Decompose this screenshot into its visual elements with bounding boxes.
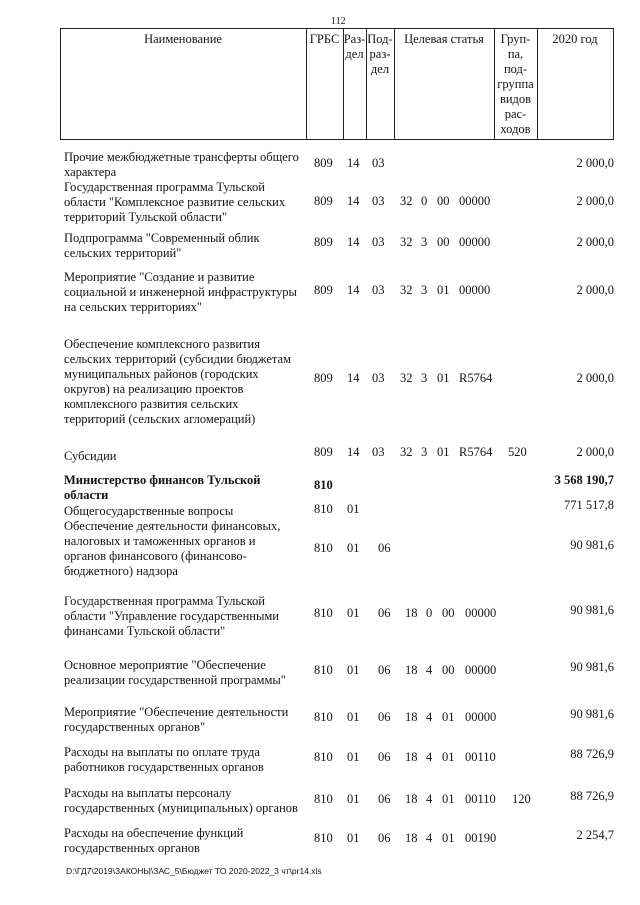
row-target-event: 00	[442, 606, 455, 620]
row-name	[64, 594, 309, 639]
row-target-subprogram: 0	[426, 606, 433, 620]
row-podrazdel: 06	[378, 750, 391, 764]
row-grbs: 809	[314, 194, 333, 208]
row-amount: 90 981,6	[570, 707, 614, 721]
row-name-line: государственных органов	[64, 841, 200, 855]
row-name-line: Подпрограмма "Современный облик	[64, 231, 260, 245]
row-grbs: 810	[314, 606, 333, 620]
row-name-line: комплексного развития сельских	[64, 397, 239, 411]
row-razdel: 01	[347, 502, 360, 516]
row-target-program: 18	[405, 792, 418, 806]
row-razdel: 01	[347, 792, 360, 806]
row-name	[64, 826, 309, 856]
row-podrazdel: 03	[372, 194, 385, 208]
row-name-line: Общегосударственные вопросы	[64, 504, 234, 518]
row-podrazdel: 06	[378, 541, 391, 555]
row-target-event: 01	[437, 445, 450, 459]
header-group-line: рас-	[504, 107, 527, 121]
row-grbs: 810	[314, 710, 333, 724]
row-razdel: 14	[347, 371, 360, 385]
row-target-direction: 00000	[465, 606, 497, 620]
row-target-direction: 00000	[465, 663, 497, 677]
row-name-line: Расходы на обеспечение функций	[64, 826, 244, 840]
row-target-event: 01	[442, 750, 455, 764]
header-podrazdel	[366, 32, 394, 77]
header-group-line: ходов	[500, 122, 531, 136]
row-target-subprogram: 3	[421, 371, 428, 385]
row-podrazdel: 03	[372, 283, 385, 297]
header-group-line: па,	[507, 47, 524, 61]
row-target-direction: 00110	[465, 750, 496, 764]
row-name-line: реализации государственной программы"	[64, 673, 286, 687]
header-top-border	[60, 28, 614, 29]
row-name	[64, 150, 309, 180]
row-grbs: 810	[314, 478, 333, 492]
row-name	[64, 745, 309, 775]
row-name-line: работников государственных органов	[64, 760, 264, 774]
row-razdel: 14	[347, 235, 360, 249]
row-razdel: 14	[347, 283, 360, 297]
row-expense-group: 520	[508, 445, 527, 459]
row-name-line: Министерство финансов Тульской	[64, 473, 261, 487]
row-name-line: государственных органов"	[64, 720, 206, 734]
row-target-program: 18	[405, 710, 418, 724]
row-name-line: финансами Тульской области"	[64, 624, 226, 638]
row-name-line: Субсидии	[64, 449, 117, 463]
row-grbs: 809	[314, 371, 333, 385]
header-name: Наименование	[144, 32, 222, 46]
row-amount: 3 568 190,7	[554, 473, 614, 487]
row-podrazdel: 06	[378, 792, 391, 806]
header-year: 2020 год	[552, 32, 598, 46]
row-target-program: 18	[405, 831, 418, 845]
row-name	[64, 449, 309, 464]
row-amount: 2 000,0	[576, 235, 614, 249]
row-name	[64, 519, 309, 579]
row-amount: 771 517,8	[564, 498, 614, 512]
row-target-subprogram: 4	[426, 663, 433, 677]
row-name-line: Государственная программа Тульской	[64, 180, 265, 194]
row-name-line: органов финансового (финансово-	[64, 549, 247, 563]
row-target-program: 18	[405, 663, 418, 677]
row-target-direction: 00000	[459, 235, 491, 249]
row-grbs: 810	[314, 663, 333, 677]
row-name	[64, 786, 309, 816]
row-podrazdel: 03	[372, 156, 385, 170]
row-name-line: сельских территорий"	[64, 246, 182, 260]
row-target-program: 32	[400, 371, 413, 385]
row-podrazdel: 06	[378, 831, 391, 845]
row-amount: 2 000,0	[576, 194, 614, 208]
row-name-line: Обеспечение комплексного развития	[64, 337, 260, 351]
row-target-direction: 00000	[465, 710, 497, 724]
row-amount: 2 000,0	[576, 283, 614, 297]
row-podrazdel: 03	[372, 445, 385, 459]
row-name	[64, 658, 309, 688]
row-razdel: 01	[347, 750, 360, 764]
row-name	[64, 473, 309, 503]
row-amount: 88 726,9	[570, 789, 614, 803]
row-target-event: 00	[437, 235, 450, 249]
row-target-subprogram: 4	[426, 710, 433, 724]
row-target-event: 01	[442, 792, 455, 806]
row-target-program: 32	[400, 445, 413, 459]
row-target-program: 32	[400, 235, 413, 249]
row-razdel: 01	[347, 831, 360, 845]
row-amount: 90 981,6	[570, 603, 614, 617]
row-amount: 2 000,0	[576, 156, 614, 170]
row-name-line: бюджетного) надзора	[64, 564, 178, 578]
row-name-line: характера	[64, 165, 117, 179]
row-name-line: Прочие межбюджетные трансферты общего	[64, 150, 299, 164]
header-razdel-line: Раз-	[343, 32, 366, 46]
row-name-line: территорий Тульской области"	[64, 210, 228, 224]
row-name-line: округов) на реализацию проектов	[64, 382, 244, 396]
header-bottom-border	[60, 139, 614, 140]
row-target-event: 00	[442, 663, 455, 677]
row-target-subprogram: 0	[421, 194, 428, 208]
row-target-event: 01	[442, 831, 455, 845]
row-razdel: 01	[347, 710, 360, 724]
row-target-program: 32	[400, 283, 413, 297]
row-name	[64, 180, 309, 225]
row-podrazdel: 03	[372, 235, 385, 249]
row-target-event: 01	[437, 371, 450, 385]
row-target-subprogram: 3	[421, 235, 428, 249]
row-name-line: муниципальных районов (городских	[64, 367, 259, 381]
row-name-line: государственных (муниципальных) органов	[64, 801, 298, 815]
row-name-line: налоговых и таможенных органов и	[64, 534, 256, 548]
row-target-subprogram: 4	[426, 792, 433, 806]
row-amount: 90 981,6	[570, 660, 614, 674]
row-grbs: 809	[314, 156, 333, 170]
row-name	[64, 270, 309, 315]
header-podrazdel-line: Под-	[367, 32, 393, 46]
row-target-subprogram: 3	[421, 445, 428, 459]
row-grbs: 810	[314, 750, 333, 764]
row-target-subprogram: 3	[421, 283, 428, 297]
header-group-line: под-	[503, 62, 528, 76]
row-target-direction: 00000	[459, 283, 491, 297]
row-amount: 2 000,0	[576, 371, 614, 385]
row-podrazdel: 03	[372, 371, 385, 385]
row-podrazdel: 06	[378, 663, 391, 677]
row-razdel: 14	[347, 445, 360, 459]
row-expense-group: 120	[512, 792, 531, 806]
row-name-line: Расходы на выплаты персоналу	[64, 786, 232, 800]
row-name-line: Основное мероприятие "Обеспечение	[64, 658, 266, 672]
header-grbs: ГРБС	[309, 32, 340, 46]
row-name-line: на сельских территориях"	[64, 300, 203, 314]
row-name	[64, 231, 309, 261]
header-razdel	[343, 32, 366, 62]
row-name-line: сельских территорий (субсидии бюджетам	[64, 352, 291, 366]
row-razdel: 14	[347, 156, 360, 170]
file-path-footer: D:\ГД7\2019\ЗАКОНЫ\ЗАС_5\Бюджет ТО 2020-2022_3 чт\pr14.xls	[66, 866, 322, 876]
row-target-direction: 00190	[465, 831, 497, 845]
row-target-direction: R5764	[459, 371, 493, 385]
row-amount: 2 000,0	[576, 445, 614, 459]
row-name-line: территорий (сельских агломераций)	[64, 412, 256, 426]
row-target-direction: R5764	[459, 445, 493, 459]
header-group-line: видов	[499, 92, 532, 106]
row-podrazdel: 06	[378, 606, 391, 620]
row-target-event: 00	[437, 194, 450, 208]
row-name-line: Обеспечение деятельности финансовых,	[64, 519, 281, 533]
row-target-event: 01	[437, 283, 450, 297]
page-number: 112	[331, 16, 346, 27]
row-name-line: Расходы на выплаты по оплате труда	[64, 745, 260, 759]
row-amount: 90 981,6	[570, 538, 614, 552]
row-name-line: области "Управление государственными	[64, 609, 279, 623]
row-grbs: 810	[314, 831, 333, 845]
row-name-line: социальной и инженерной инфраструктуры	[64, 285, 297, 299]
row-grbs: 809	[314, 235, 333, 249]
row-target-direction: 00110	[465, 792, 496, 806]
row-target-program: 32	[400, 194, 413, 208]
row-grbs: 809	[314, 445, 333, 459]
row-name-line: области "Комплексное развитие сельских	[64, 195, 286, 209]
row-grbs: 809	[314, 283, 333, 297]
row-target-program: 18	[405, 750, 418, 764]
row-grbs: 810	[314, 502, 333, 516]
row-target-program: 18	[405, 606, 418, 620]
header-group	[494, 32, 537, 137]
row-grbs: 810	[314, 792, 333, 806]
row-razdel: 01	[347, 541, 360, 555]
row-grbs: 810	[314, 541, 333, 555]
row-amount: 2 254,7	[576, 828, 614, 842]
row-name	[64, 504, 309, 519]
header-podrazdel-line: дел	[370, 62, 390, 76]
row-name	[64, 337, 309, 427]
header-divider	[613, 28, 614, 140]
row-razdel: 01	[347, 606, 360, 620]
row-target-event: 01	[442, 710, 455, 724]
header-target-article: Целевая статья	[404, 32, 484, 46]
row-name-line: Мероприятие "Создание и развитие	[64, 270, 255, 284]
row-target-subprogram: 4	[426, 750, 433, 764]
row-target-subprogram: 4	[426, 831, 433, 845]
row-name-line: области	[64, 488, 109, 502]
row-podrazdel: 06	[378, 710, 391, 724]
header-razdel-line: дел	[345, 47, 364, 61]
header-group-line: Груп-	[500, 32, 531, 46]
row-razdel: 01	[347, 663, 360, 677]
row-name-line: Мероприятие "Обеспечение деятельности	[64, 705, 289, 719]
header-podrazdel-line: раз-	[369, 47, 391, 61]
row-name-line: Государственная программа Тульской	[64, 594, 265, 608]
row-name	[64, 705, 309, 735]
table-header	[60, 28, 614, 140]
row-razdel: 14	[347, 194, 360, 208]
header-group-line: группа	[497, 77, 534, 91]
row-amount: 88 726,9	[570, 747, 614, 761]
row-target-direction: 00000	[459, 194, 491, 208]
